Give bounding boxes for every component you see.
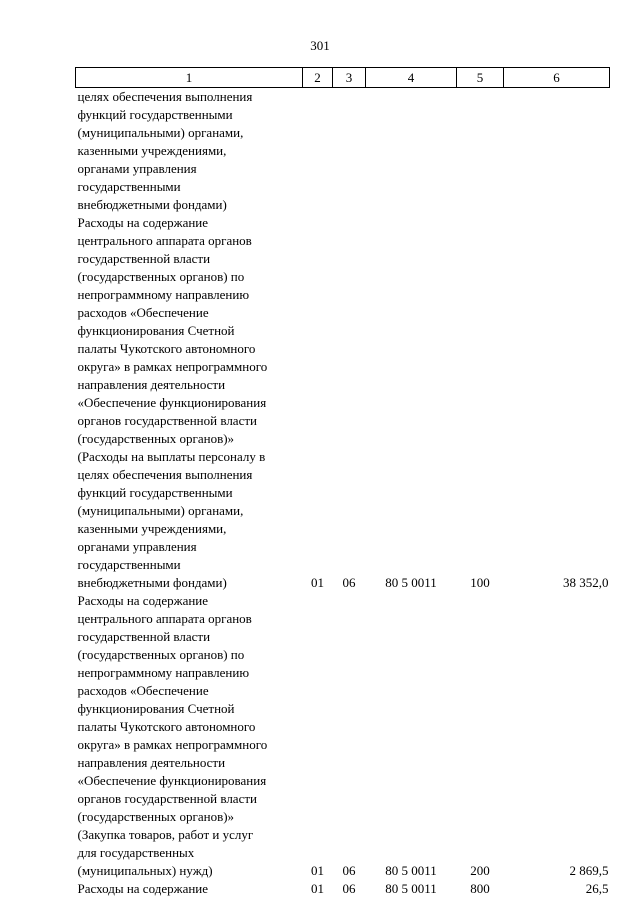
expense-type-code-cell: 100: [470, 575, 490, 590]
header-cell-6: 6: [504, 68, 610, 88]
description-line: государственной власти: [77, 251, 211, 266]
description-line: палаты Чукотского автономного: [77, 341, 256, 356]
section-code-cell: 01: [311, 863, 324, 878]
section-code-cell: 01: [311, 575, 324, 590]
description-line: для государственных: [77, 845, 195, 860]
target-item-code-cell: [366, 88, 457, 215]
page-number: 301: [310, 38, 330, 53]
description-line: непрограммному направлению: [77, 665, 250, 680]
description-line: (муниципальными) органами,: [77, 503, 244, 518]
header-cell-3: 3: [333, 68, 366, 88]
description-line: органов государственной власти: [77, 413, 257, 428]
expense-type-code-cell: 800: [470, 881, 490, 896]
subsection-code-cell: 06: [342, 881, 356, 896]
target-item-code-cell: 80 5 0011: [385, 575, 437, 590]
description-line: направления деятельности: [77, 377, 226, 392]
description-line: расходов «Обеспечение: [77, 683, 209, 698]
description-line: (государственных органов)»: [77, 431, 235, 446]
description-line: центрального аппарата органов: [77, 611, 252, 626]
description-line: функционирования Счетной: [77, 701, 235, 716]
description-line: (государственных органов)»: [77, 809, 235, 824]
description-line: государственными: [77, 557, 181, 572]
description-line: направления деятельности: [77, 755, 226, 770]
amount-cell: 26,5: [585, 881, 609, 896]
subsection-code-cell: 06: [342, 863, 356, 878]
description-line: целях обеспечения выполнения: [77, 467, 253, 482]
description-line: непрограммному направлению: [77, 287, 250, 302]
expense-type-code-cell: 200: [470, 863, 490, 878]
header-cell-2: 2: [303, 68, 333, 88]
description-line: Расходы на содержание: [77, 593, 209, 608]
budget-table: [75, 67, 609, 898]
description-line: Расходы на содержание: [77, 215, 209, 230]
amount-cell: 2 869,5: [569, 863, 609, 878]
header-cell-5: 5: [457, 68, 504, 88]
header-row: [76, 68, 610, 88]
description-cell: [76, 880, 303, 898]
amount-cell: 38 352,0: [563, 575, 609, 590]
section-code-cell: 01: [311, 881, 324, 896]
description-line: казенными учреждениями,: [77, 143, 227, 158]
description-line: «Обеспечение функционирования: [77, 773, 267, 788]
description-line: органов государственной власти: [77, 791, 257, 806]
description-line: внебюджетными фондами): [77, 197, 227, 212]
description-line: (муниципальных) нужд): [77, 863, 213, 878]
description-line: (Расходы на выплаты персоналу в: [77, 449, 266, 464]
description-line: государственной власти: [77, 629, 211, 644]
description-line: округа» в рамках непрограммного: [77, 737, 268, 752]
table-row: [76, 88, 610, 215]
description-line: государственными: [77, 179, 181, 194]
description-line: функций государственными: [77, 107, 233, 122]
target-item-code-cell: 80 5 0011: [385, 881, 437, 896]
description-line: внебюджетными фондами): [77, 575, 227, 590]
description-line: (государственных органов) по: [77, 269, 245, 284]
description-cell: [76, 592, 303, 880]
description-line: функционирования Счетной: [77, 323, 235, 338]
description-line: (государственных органов) по: [77, 647, 245, 662]
description-line: (Закупка товаров, работ и услуг: [77, 827, 254, 842]
description-line: целях обеспечения выполнения: [77, 89, 253, 104]
description-line: казенными учреждениями,: [77, 521, 227, 536]
description-line: органами управления: [77, 161, 197, 176]
description-line: округа» в рамках непрограммного: [77, 359, 268, 374]
description-line: Расходы на содержание: [77, 881, 209, 896]
description-line: органами управления: [77, 539, 197, 554]
description-line: функций государственными: [77, 485, 233, 500]
section-code-cell: [303, 88, 333, 215]
description-line: палаты Чукотского автономного: [77, 719, 256, 734]
description-cell: [76, 214, 303, 592]
amount-cell: [504, 88, 610, 215]
subsection-code-cell: 06: [342, 575, 356, 590]
expense-type-code-cell: [457, 88, 504, 215]
table-row: [76, 880, 610, 898]
description-line: «Обеспечение функционирования: [77, 395, 267, 410]
table-row: [76, 214, 610, 592]
description-line: центрального аппарата органов: [77, 233, 252, 248]
description-cell: [76, 88, 303, 215]
table-row: [76, 592, 610, 880]
header-cell-1: 1: [76, 68, 303, 88]
description-line: (муниципальными) органами,: [77, 125, 244, 140]
description-line: расходов «Обеспечение: [77, 305, 209, 320]
subsection-code-cell: [333, 88, 366, 215]
target-item-code-cell: 80 5 0011: [385, 863, 437, 878]
header-cell-4: 4: [366, 68, 457, 88]
